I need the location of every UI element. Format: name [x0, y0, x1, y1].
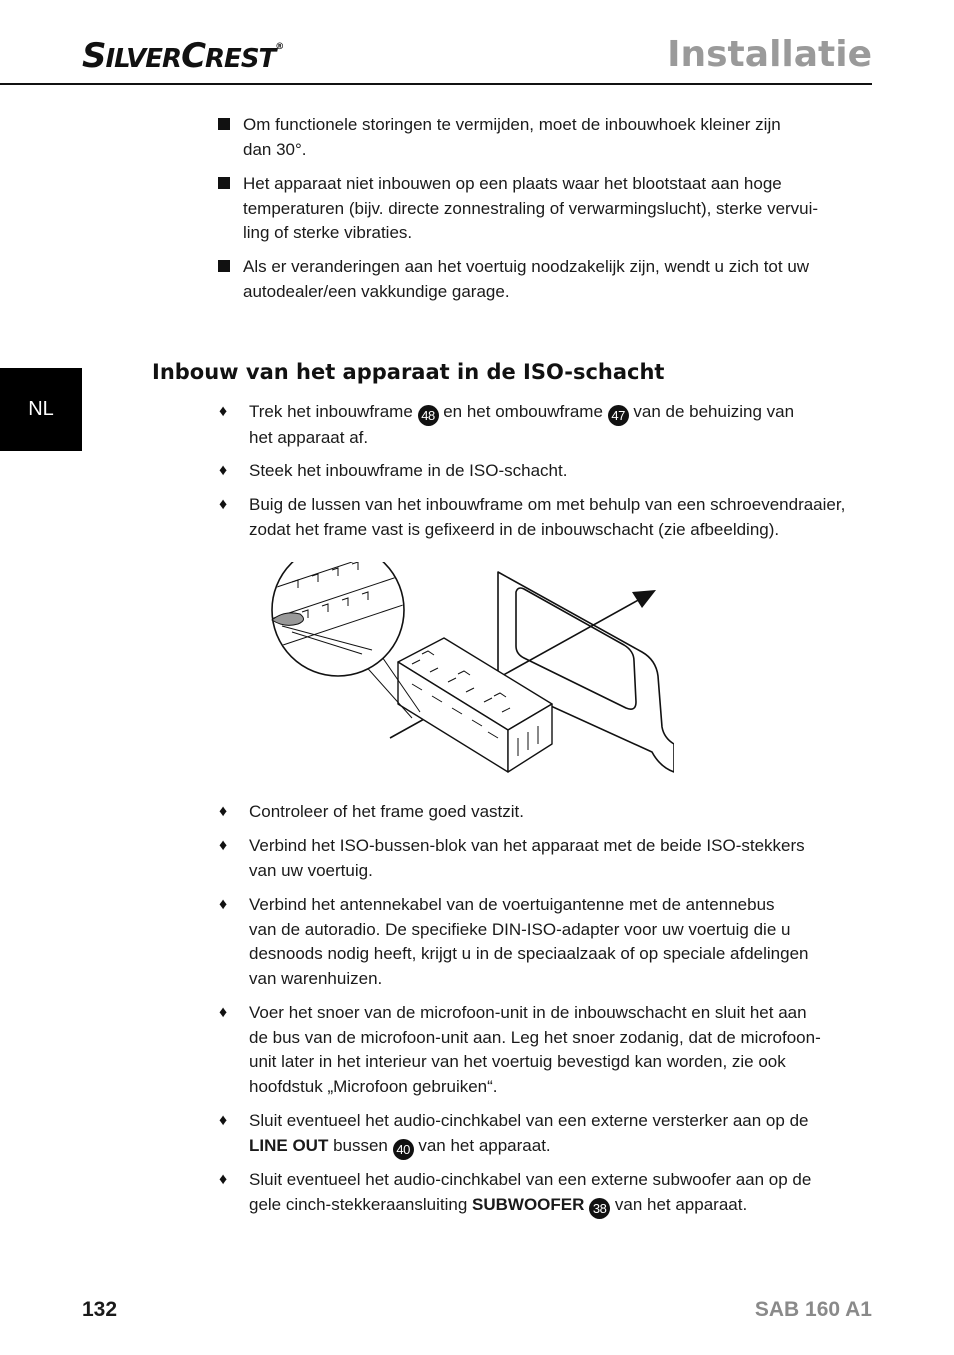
step-7-line-3: unit later in het interieur van het voertuig bevestigd kan worden, zie ook — [249, 1052, 786, 1072]
precaution-1-line-1: Om functionele storingen te vermijden, moet de inbouwhoek kleiner zijn — [243, 115, 781, 134]
section-title: Installatie — [667, 34, 872, 75]
page-number: 132 — [82, 1298, 118, 1321]
language-tab: NL — [0, 368, 82, 451]
step-7 — [249, 1001, 821, 1099]
precaution-2-line-1: Het apparaat niet inbouwen op een plaats waar het blootstaat aan hoge — [243, 174, 782, 193]
ref-48-badge: 48 — [418, 405, 439, 426]
brand-logo-rest: REST — [205, 44, 276, 74]
diamond-bullet-icon: ♦ — [219, 496, 228, 513]
step-3-line-2: zodat het frame vast is gefixeerd in de inbouwschacht (zie afbeelding). — [249, 519, 780, 539]
precaution-2-line-3: ling of sterke vibraties. — [243, 223, 413, 243]
step-4: Controleer of het frame goed vastzit. — [249, 802, 524, 821]
precaution-1-line-2: dan 30°. — [243, 139, 307, 159]
diamond-bullet-icon: ♦ — [219, 403, 228, 420]
ref-38-badge: 38 — [589, 1198, 610, 1219]
step-6-line-4: van warenhuizen. — [249, 968, 383, 988]
step-6-line-1: Verbind het antennekabel van de voertuigantenne met de antennebus — [249, 895, 775, 914]
step-1-line-2: het apparaat af. — [249, 428, 369, 447]
step-6-line-3: desnoods nodig heeft, krijgt u in de speciaalzaak of op speciale afdelingen — [249, 944, 809, 964]
subwoofer-label: SUBWOOFER — [472, 1194, 585, 1214]
step-9-text: van het apparaat. — [610, 1194, 748, 1214]
step-7-line-1: Voer het snoer van de microfoon-unit in de inbouwschacht en sluit het aan — [249, 1003, 807, 1022]
ref-47-badge: 47 — [608, 405, 629, 426]
step-6-line-2: van de autoradio. De specifieke DIN-ISO-adapter voor uw voertuig die u — [249, 919, 791, 939]
step-1-text: en het ombouwframe — [438, 402, 608, 421]
step-6 — [249, 893, 809, 991]
step-8-line-1: Sluit eventueel het audio-cinchkabel van een externe versterker aan op de — [249, 1111, 809, 1130]
step-9-line-1: Sluit eventueel het audio-cinchkabel van een externe subwoofer aan op de — [249, 1170, 812, 1189]
precaution-1 — [243, 113, 781, 162]
ref-40-badge: 40 — [393, 1139, 414, 1160]
step-1-line-1 — [249, 400, 794, 426]
square-bullet-icon — [218, 118, 230, 130]
diamond-bullet-icon: ♦ — [219, 1004, 228, 1021]
installation-figure — [262, 562, 674, 774]
diamond-bullet-icon: ♦ — [219, 803, 228, 820]
registered-mark: ® — [275, 42, 284, 52]
step-8-line-2 — [249, 1134, 808, 1160]
diamond-bullet-icon: ♦ — [219, 837, 228, 854]
square-bullet-icon — [218, 260, 230, 272]
step-5-line-2: van uw voertuig. — [249, 860, 373, 880]
precaution-2-line-2: temperaturen (bijv. directe zonnestraling of verwarmingslucht), sterke vervui- — [243, 198, 819, 218]
step-3-line-1: Buig de lussen van het inbouwframe om met behulp van een schroevendraaier, — [249, 495, 846, 514]
step-8 — [249, 1109, 808, 1160]
diamond-bullet-icon: ♦ — [219, 896, 228, 913]
model-number: SAB 160 A1 — [754, 1298, 872, 1321]
brand-logo-s: S — [82, 36, 106, 76]
header-rule — [0, 83, 872, 85]
precaution-3-line-1: Als er veranderingen aan het voertuig noodzakelijk zijn, wendt u zich tot uw — [243, 257, 810, 276]
step-3 — [249, 493, 845, 542]
step-2: Steek het inbouwframe in de ISO-schacht. — [249, 461, 568, 480]
step-9-text: gele cinch-stekkeraansluiting — [249, 1194, 473, 1214]
step-7-line-2: de bus van de microfoon-unit aan. Leg het snoer zodanig, dat de microfoon- — [249, 1027, 821, 1047]
step-9-line-2 — [249, 1193, 811, 1219]
step-1-text: van de behuizing van — [628, 402, 795, 421]
section-heading: Inbouw van het apparaat in de ISO-schacht — [152, 360, 665, 384]
square-bullet-icon — [218, 177, 230, 189]
step-7-line-4: hoofdstuk „Microfoon gebruiken“. — [249, 1076, 498, 1096]
step-9 — [249, 1168, 811, 1219]
line-out-label: LINE OUT — [249, 1135, 329, 1155]
step-8-text: van het apparaat. — [413, 1135, 551, 1155]
step-1-text: Trek het inbouwframe — [249, 402, 418, 421]
diamond-bullet-icon: ♦ — [219, 462, 228, 479]
step-5-line-1: Verbind het ISO-bussen-blok van het apparaat met de beide ISO-stekkers — [249, 836, 805, 855]
diamond-bullet-icon: ♦ — [219, 1112, 228, 1129]
brand-logo-ilver: ILVER — [105, 44, 182, 74]
precaution-3-line-2: autodealer/een vakkundige garage. — [243, 281, 510, 301]
brand-logo-c: C — [181, 36, 206, 76]
step-8-text: bussen — [328, 1135, 393, 1155]
diamond-bullet-icon: ♦ — [219, 1171, 228, 1188]
precaution-3 — [243, 255, 809, 304]
precaution-2 — [243, 172, 818, 246]
brand-logo — [82, 36, 283, 76]
step-1 — [249, 400, 794, 451]
step-5 — [249, 834, 805, 883]
